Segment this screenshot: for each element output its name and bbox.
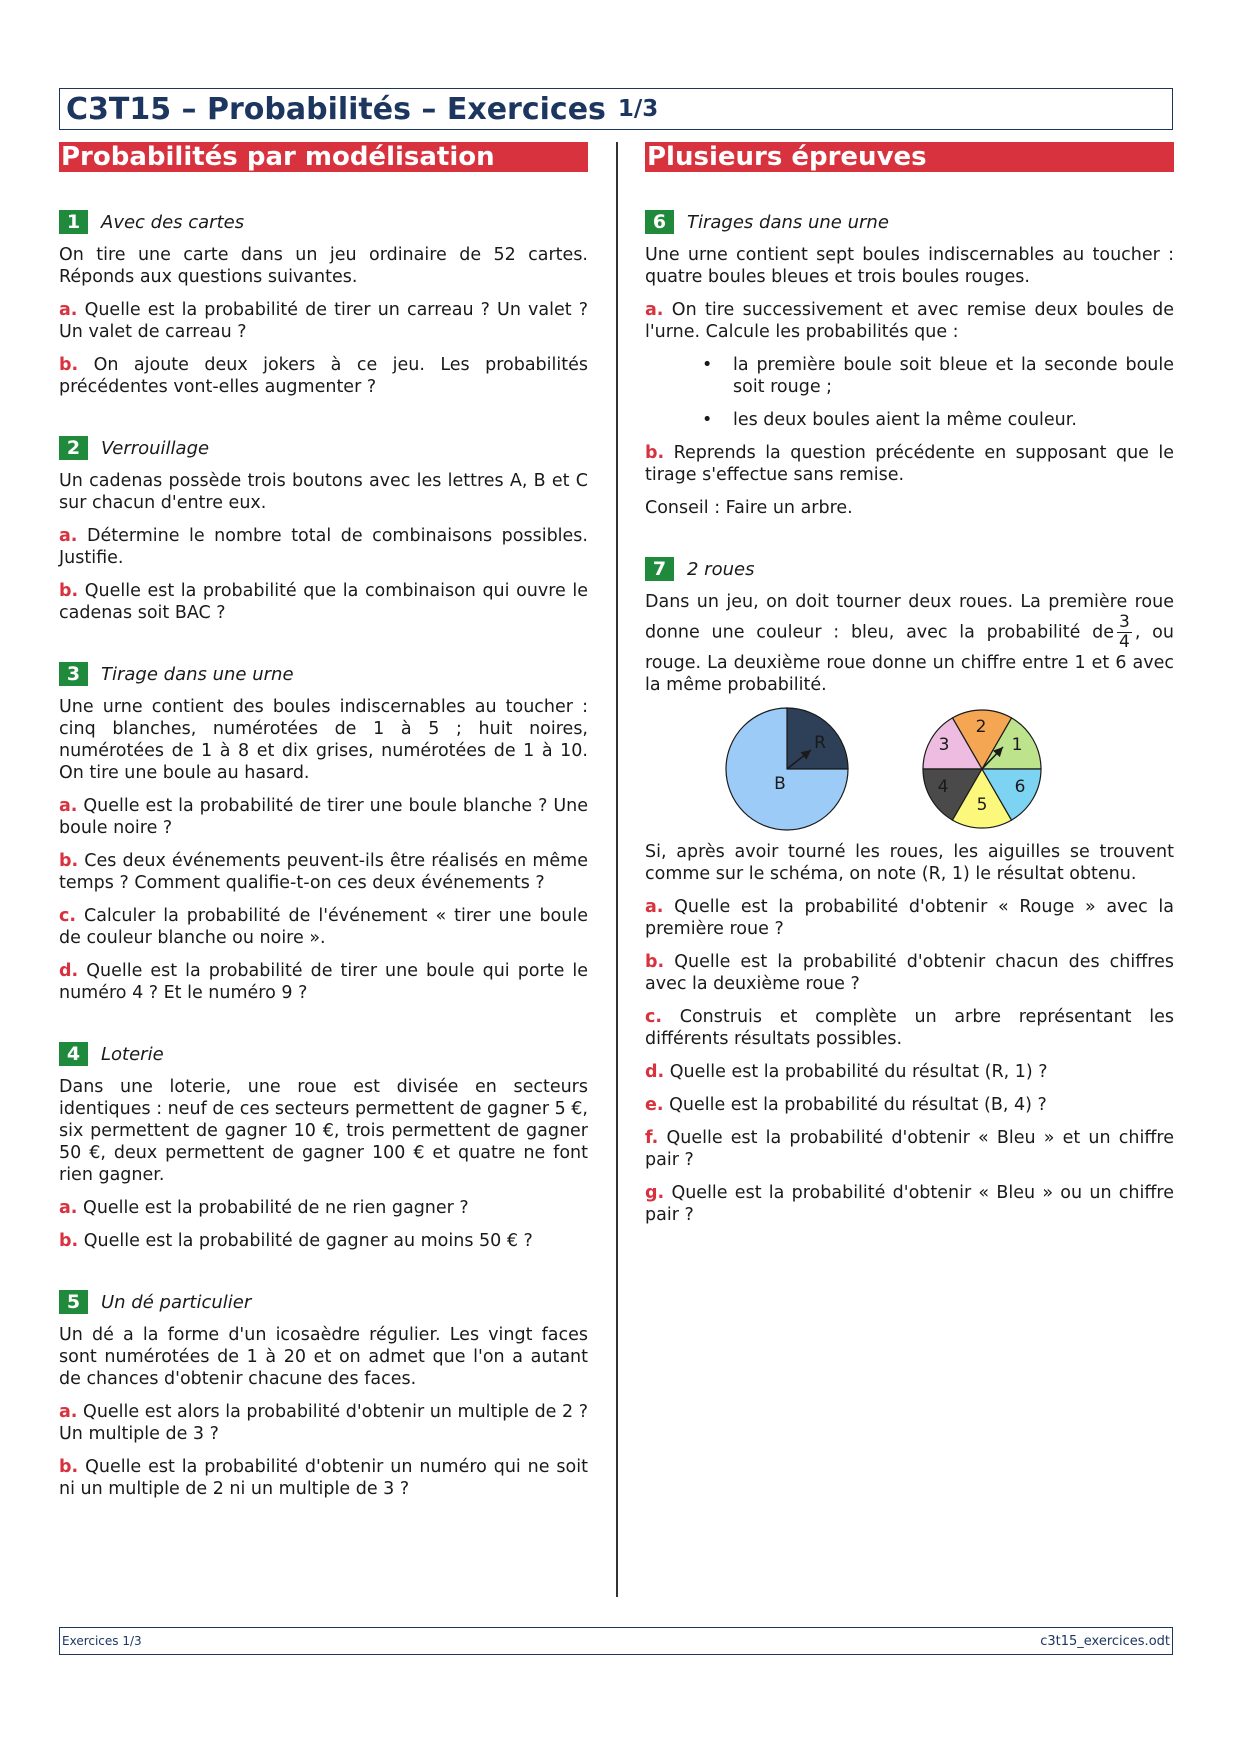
question-text: Quelle est la probabilité de gagner au moins 50 € ? bbox=[83, 1231, 533, 1251]
wheel-2-label-5: 5 bbox=[976, 795, 988, 815]
exercise-5-question-b bbox=[59, 1456, 588, 1500]
wheel-2-label-2: 2 bbox=[975, 717, 987, 737]
question-label: c. bbox=[645, 1007, 663, 1027]
exercise-6-question-a bbox=[645, 299, 1174, 343]
exercise-number: 5 bbox=[59, 1290, 88, 1314]
exercise-7-question-d bbox=[645, 1061, 1174, 1083]
list-item-text: les deux boules aient la même couleur. bbox=[733, 410, 1077, 430]
question-label: d. bbox=[645, 1062, 665, 1082]
question-text: Construis et complète un arbre représentant les différents résultats possibles. bbox=[645, 1007, 1174, 1049]
question-text: Ces deux événements peuvent-ils être réalisés en même temps ? Comment qualifie-t-on ces deux événements ? bbox=[59, 851, 588, 893]
intro-text-part-1: Dans un jeu, on doit tourner deux roues. La première roue donne une couleur : bleu, avec la probabilité de bbox=[645, 592, 1174, 643]
question-label: b. bbox=[59, 1457, 79, 1477]
exercise-1-question-b bbox=[59, 354, 588, 398]
question-text: On tire successivement et avec remise deux boules de l'urne. Calcule les probabilités que : bbox=[645, 300, 1174, 342]
question-label: b. bbox=[645, 443, 665, 463]
wheel-2-label-1: 1 bbox=[1011, 735, 1023, 755]
exercise-number: 1 bbox=[59, 210, 88, 234]
question-text: Quelle est la probabilité d'obtenir un numéro qui ne soit ni un multiple de 2 ni un multiple de 3 ? bbox=[59, 1457, 588, 1499]
question-text: Quelle est la probabilité du résultat (R, 1) ? bbox=[669, 1062, 1048, 1082]
exercise-1-intro: On tire une carte dans un jeu ordinaire de 52 cartes. Réponds aux questions suivantes. bbox=[59, 245, 588, 287]
question-text: Quelle est la probabilité du résultat (B, 4) ? bbox=[669, 1095, 1047, 1115]
question-label: a. bbox=[645, 897, 664, 917]
exercise-7-question-f bbox=[645, 1127, 1174, 1171]
bullet-icon: • bbox=[702, 355, 713, 375]
exercise-3-intro: Une urne contient des boules indiscernables au toucher : cinq blanches, numérotées de 1 à 5 ; huit noires, numérotées de 1 à 8 et dix grises, numérotées de 1 à 10. On tire une boule au hasard. bbox=[59, 697, 588, 783]
question-text: On ajoute deux jokers à ce jeu. Les probabilités précédentes vont-elles augmenter ? bbox=[59, 355, 588, 397]
exercise-4-header bbox=[59, 1042, 588, 1066]
exercise-6-question-b bbox=[645, 442, 1174, 486]
exercise-7-question-c bbox=[645, 1006, 1174, 1050]
wheels-figure bbox=[645, 707, 1174, 835]
question-label: e. bbox=[645, 1095, 664, 1115]
question-text: Quelle est la probabilité de tirer une boule qui porte le numéro 4 ? Et le numéro 9 ? bbox=[59, 961, 588, 1003]
exercise-title: Tirage dans une urne bbox=[101, 663, 294, 685]
right-column bbox=[645, 142, 1174, 1237]
exercise-title: Loterie bbox=[101, 1043, 164, 1065]
exercise-6-tip: Conseil : Faire un arbre. bbox=[645, 498, 853, 518]
exercise-number: 2 bbox=[59, 436, 88, 460]
exercise-title: Avec des cartes bbox=[101, 211, 245, 233]
exercise-4-question-a bbox=[59, 1197, 588, 1219]
question-text: Quelle est la probabilité d'obtenir chacun des chiffres avec la deuxième roue ? bbox=[645, 952, 1174, 994]
wheel-2-label-6: 6 bbox=[1014, 777, 1026, 797]
exercise-number: 3 bbox=[59, 662, 88, 686]
wheel-2-label-3: 3 bbox=[938, 735, 950, 755]
page-number: 1/3 bbox=[617, 96, 659, 122]
exercise-7-header bbox=[645, 557, 1174, 581]
question-label: g. bbox=[645, 1183, 665, 1203]
exercise-4-question-b bbox=[59, 1230, 588, 1252]
question-label: f. bbox=[645, 1128, 659, 1148]
exercise-5-intro: Un dé a la forme d'un icosaèdre régulier. Les vingt faces sont numérotées de 1 à 20 et on admet que l'on a autant de chances d'obtenir chacune des faces. bbox=[59, 1325, 588, 1389]
exercise-7-after-figure: Si, après avoir tourné les roues, les aiguilles se trouvent comme sur le schéma, on note (R, 1) le résultat obtenu. bbox=[645, 842, 1174, 884]
list-item bbox=[645, 409, 1174, 431]
exercise-2-question-a bbox=[59, 525, 588, 569]
question-text: Quelle est la probabilité d'obtenir « Rouge » avec la première roue ? bbox=[645, 897, 1174, 939]
exercise-number: 7 bbox=[645, 557, 674, 581]
intro-text-part-2: , ou rouge. La deuxième roue donne un chiffre entre 1 et 6 avec la même probabilité. bbox=[645, 622, 1174, 695]
question-text: Quelle est la probabilité d'obtenir « Bleu » ou un chiffre pair ? bbox=[645, 1183, 1174, 1225]
question-label: b. bbox=[59, 355, 79, 375]
wheel-1-label-B: B bbox=[774, 774, 786, 794]
exercise-title: Tirages dans une urne bbox=[687, 211, 889, 233]
exercise-number: 4 bbox=[59, 1042, 88, 1066]
page-footer bbox=[59, 1627, 1173, 1655]
question-label: a. bbox=[59, 1198, 78, 1218]
exercise-6-intro: Une urne contient sept boules indiscernables au toucher : quatre boules bleues et trois boules rouges. bbox=[645, 245, 1174, 287]
page-title-text: C3T15 – Probabilités – Exercices bbox=[66, 91, 606, 127]
exercise-3-question-b bbox=[59, 850, 588, 894]
exercise-1-header bbox=[59, 210, 588, 234]
exercise-2-header bbox=[59, 436, 588, 460]
exercise-7-question-b bbox=[645, 951, 1174, 995]
question-text: Calculer la probabilité de l'événement « tirer une boule de couleur blanche ou noire ». bbox=[59, 906, 588, 948]
exercise-3-question-a bbox=[59, 795, 588, 839]
exercise-3-question-c bbox=[59, 905, 588, 949]
question-label: b. bbox=[59, 851, 79, 871]
question-label: a. bbox=[59, 1402, 78, 1422]
exercise-title: Verrouillage bbox=[101, 437, 210, 459]
exercise-6-bullet-list bbox=[645, 354, 1174, 431]
exercise-7-question-g bbox=[645, 1182, 1174, 1226]
exercise-1-question-a bbox=[59, 299, 588, 343]
question-text: Quelle est la probabilité d'obtenir « Bleu » et un chiffre pair ? bbox=[645, 1128, 1174, 1170]
list-item-text: la première boule soit bleue et la seconde boule soit rouge ; bbox=[733, 355, 1174, 397]
question-text: Détermine le nombre total de combinaisons possibles. Justifie. bbox=[59, 526, 588, 568]
question-text: Quelle est alors la probabilité d'obtenir un multiple de 2 ? Un multiple de 3 ? bbox=[59, 1402, 588, 1444]
wheels-svg bbox=[645, 707, 1174, 835]
question-label: b. bbox=[59, 581, 79, 601]
exercise-3-question-d bbox=[59, 960, 588, 1004]
list-item bbox=[645, 354, 1174, 398]
question-label: d. bbox=[59, 961, 79, 981]
exercise-title: 2 roues bbox=[687, 558, 755, 580]
exercise-number: 6 bbox=[645, 210, 674, 234]
question-text: Quelle est la probabilité que la combinaison qui ouvre le cadenas soit BAC ? bbox=[59, 581, 588, 623]
question-label: c. bbox=[59, 906, 77, 926]
fraction-numerator: 3 bbox=[1119, 612, 1130, 632]
question-text: Quelle est la probabilité de ne rien gagner ? bbox=[83, 1198, 469, 1218]
question-label: a. bbox=[645, 300, 664, 320]
column-divider bbox=[616, 142, 618, 1597]
exercise-6-header bbox=[645, 210, 1174, 234]
question-text: Quelle est la probabilité de tirer un carreau ? Un valet ? Un valet de carreau ? bbox=[59, 300, 588, 342]
question-text: Quelle est la probabilité de tirer une boule blanche ? Une boule noire ? bbox=[59, 796, 588, 838]
fraction-denominator: 4 bbox=[1119, 632, 1130, 652]
exercise-3-header bbox=[59, 662, 588, 686]
footer-file-name: c3t15_exercices.odt bbox=[1040, 1633, 1170, 1649]
page-title bbox=[59, 88, 1173, 130]
question-text: Reprends la question précédente en supposant que le tirage s'effectue sans remise. bbox=[645, 443, 1174, 485]
question-label: a. bbox=[59, 300, 78, 320]
exercise-7-question-a bbox=[645, 896, 1174, 940]
exercise-2-question-b bbox=[59, 580, 588, 624]
exercise-7-question-e bbox=[645, 1094, 1174, 1116]
exercise-5-header bbox=[59, 1290, 588, 1314]
question-label: b. bbox=[59, 1231, 79, 1251]
exercise-2-intro: Un cadenas possède trois boutons avec les lettres A, B et C sur chacun d'entre eux. bbox=[59, 471, 588, 513]
exercise-title: Un dé particulier bbox=[101, 1291, 252, 1313]
section-title-modelisation: Probabilités par modélisation bbox=[59, 142, 588, 172]
left-column bbox=[59, 142, 588, 1511]
question-label: b. bbox=[645, 952, 665, 972]
wheel-1-label-R: R bbox=[814, 733, 826, 753]
exercise-5-question-a bbox=[59, 1401, 588, 1445]
fraction-three-quarters bbox=[1117, 613, 1132, 652]
exercise-4-intro: Dans une loterie, une roue est divisée en secteurs identiques : neuf de ces secteurs permettent de gagner 5 €, six permettent de gagner 10 €, trois permettent de gagner 50 €, deux permettent de gagner 100 € et quatre ne font rien gagner. bbox=[59, 1077, 588, 1185]
question-label: a. bbox=[59, 526, 78, 546]
bullet-icon: • bbox=[702, 410, 713, 430]
wheel-2-label-4: 4 bbox=[937, 777, 949, 797]
section-title-epreuves: Plusieurs épreuves bbox=[645, 142, 1174, 172]
question-label: a. bbox=[59, 796, 78, 816]
exercise-7-intro bbox=[645, 591, 1174, 696]
footer-left-text: Exercices 1/3 bbox=[62, 1634, 142, 1648]
